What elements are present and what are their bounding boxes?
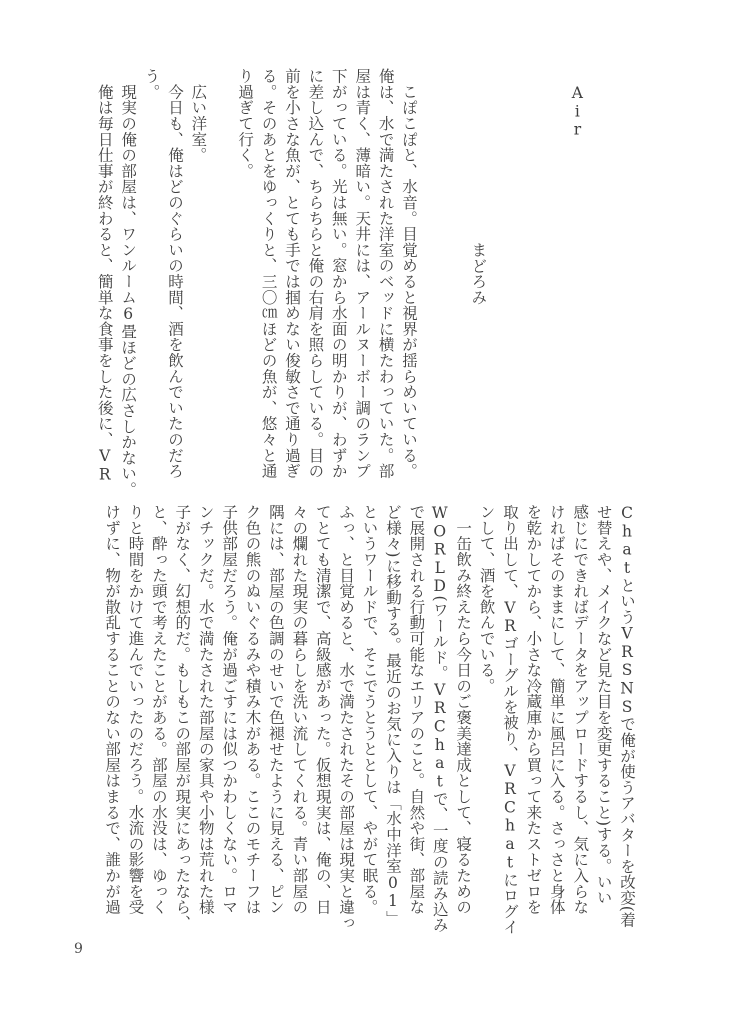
text-line: 今日も、俺はどのぐらいの時間、酒を飲んでいたのだろ — [165, 68, 184, 479]
text-line: 々の爛れた現実の暮らしを洗い流してくれる。青い部屋の — [290, 504, 309, 915]
section-subtitle: まどろみ — [469, 242, 488, 306]
text-line: り過ぎて行く。 — [236, 68, 255, 179]
text-line: 下がっている。光は無い。窓から水面の明かりが、わずか — [329, 68, 348, 479]
text-line — [209, 68, 232, 500]
text-line: りと時間をかけて進んでいったのだろう。水流の影響を受 — [126, 504, 145, 915]
text-line: 一缶飲み終えたら今日のご褒美達成として、寝るための — [454, 504, 473, 915]
text-line: というワールドで、そこでうとうととして、やがて眠る。 — [360, 504, 379, 915]
text-line: ンして、酒を飲んでいる。 — [477, 504, 496, 694]
top-text-block — [92, 68, 420, 500]
text-line: 隅には、部屋の色調のせいで色褪せたように見える、ピン — [266, 504, 285, 915]
page-title: Air — [568, 84, 587, 139]
text-line: で展開される行動可能なエリアのこと。自然や街、部屋な — [407, 504, 426, 915]
text-line: 屋は青く、薄暗い。天井には、アールヌーボー調のランプ — [353, 68, 372, 479]
text-line: 俺は毎日仕事が終わると、簡単な食事をした後に、VR — [95, 68, 114, 484]
text-line: ければそのままにして、簡単に風呂に入る。さっさと身体 — [547, 504, 566, 915]
text-line: 取り出して、VRゴーグルを被り、VRChatにログイ — [500, 504, 519, 935]
text-line: こぽこぽと、水音。目覚めると視界が揺らめいている。 — [400, 68, 418, 479]
text-line: 広い洋室。 — [189, 68, 208, 163]
text-line: ンチックだ。水で満たされた部屋の家具や小物は荒れた様 — [196, 504, 215, 915]
text-line: てとても清潔で、高級感があった。仮想現実は、俺の、日 — [313, 504, 332, 915]
text-line: を乾かしてから、小さな冷蔵庫から買って来たストゼロを — [524, 504, 543, 915]
text-line: WORLD(ワールド。VRChatで、一度の読み込み — [430, 504, 449, 933]
text-line: 子供部屋だろう。俺が過ごすには似つかわしくない。ロマ — [220, 504, 239, 915]
text-line: 子がなく、幻想的だ。もしもこの部屋が現実にあったなら、 — [173, 504, 192, 931]
text-line: に差し込んで、ちらちらと俺の右肩を照らしている。目の — [306, 68, 325, 479]
page-number: 9 — [74, 941, 83, 957]
text-line: 現実の俺の部屋は、ワンルーム6畳ほどの広さしかない。 — [119, 68, 138, 498]
text-line: う。 — [142, 68, 161, 100]
text-line: ク色の熊のぬいぐるみや積み木がある。ここのモチーフは — [243, 504, 262, 915]
text-line: ど様々)に移動する。最近のお気に入りは「水中洋室01」 — [383, 504, 402, 927]
text-line: ChatというVRSNSで俺が使うアバターを改変(着 — [618, 504, 636, 928]
text-line: ふっ、と目覚めると、水で満たされたその部屋は現実と違っ — [337, 504, 356, 931]
text-line: 前を小さな魚が、とても手では掴めない俊敏さで通り過ぎ — [282, 68, 301, 479]
text-line: と、酔った頭で考えたことがある。部屋の水没は、ゆっく — [149, 504, 168, 915]
text-line: けずに、物が散乱することのない部屋はまるで、誰かが過 — [103, 504, 122, 915]
text-line: せ替えや、メイクなど見た目を変更すること)する。いい — [594, 504, 613, 906]
text-line: 俺は、水で満たされた洋室のベッドに横たわっていた。部 — [376, 68, 395, 479]
text-line: る。そのあとをゆっくりと、三〇㎝ほどの魚が、悠々と通 — [259, 68, 278, 479]
bottom-text-block — [100, 504, 638, 936]
text-line: 感じにできればデータをアップロードするし、気に入らな — [571, 504, 590, 915]
